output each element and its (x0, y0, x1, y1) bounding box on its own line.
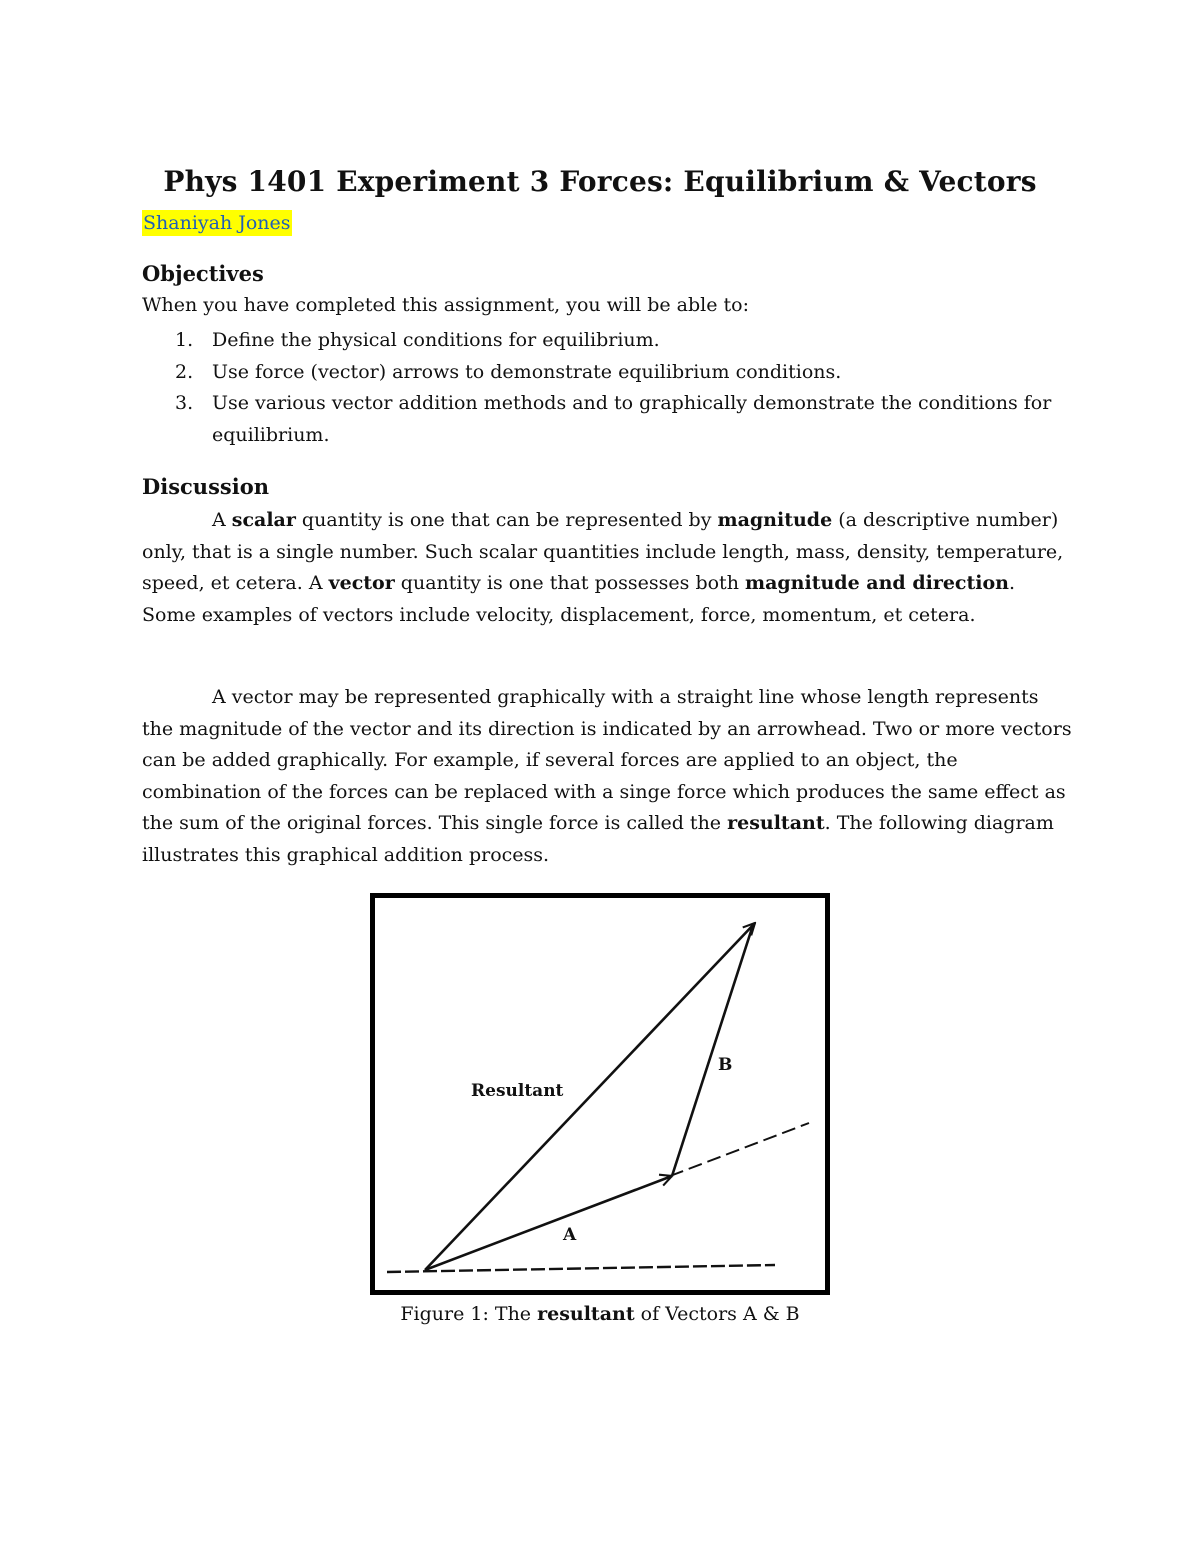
text-run: quantity is one that can be represented by (295, 509, 718, 531)
objectives-intro: When you have completed this assignment, you will be able to: (142, 294, 749, 316)
caption-bold-term: resultant (537, 1303, 635, 1325)
bold-term-magnitude: magnitude (717, 509, 833, 531)
text-run: (a descriptive number) only, that is a single number. Such scalar quantities include length, mass, density, temperature, speed, et cetera. A (142, 509, 1064, 595)
discussion-paragraph-graphical (142, 682, 1072, 872)
objectives-list (142, 325, 1062, 451)
list-item-number: 3. (175, 392, 194, 414)
bold-term-scalar: scalar (231, 509, 296, 531)
text-run: quantity is one that possesses both (394, 572, 745, 595)
vector-a-arrow (425, 1176, 672, 1270)
list-item-number: 1. (175, 329, 194, 351)
vector-b-label: B (718, 1055, 733, 1075)
resultant-label: Resultant (471, 1081, 564, 1101)
vector-diagram (375, 898, 825, 1290)
vector-a-label: A (563, 1225, 577, 1245)
bold-term-resultant: resultant (727, 812, 825, 835)
list-item-text: Use various vector addition methods and to graphically demonstrate the conditions for equilibrium. (212, 392, 1052, 446)
list-item (142, 325, 1062, 357)
list-item (142, 357, 1062, 389)
vector-b-arrow (672, 925, 753, 1176)
author-name: Shaniyah Jones (143, 212, 291, 234)
list-item-text: Define the physical conditions for equilibrium. (212, 329, 660, 351)
text-run: A vector may be represented graphically with a straight line whose length represents the magnitude of the vector and its direction is indicated by an arrowhead. Two or more vectors can be added graphically. For example, if several forces are applied to an object, the combination of the forces can be replaced with a singe force which produces the same effect as the sum of the original forces. This single force is called the (142, 686, 1072, 835)
text-run: . Some examples of vectors include velocity, displacement, force, momentum, et cetera. (142, 572, 1016, 626)
caption-prefix: Figure 1: The (400, 1303, 538, 1325)
discussion-paragraph-scalar-vector (142, 505, 1072, 631)
list-item-number: 2. (175, 360, 194, 383)
vector-diagram-figure (370, 893, 830, 1295)
text-run: A (212, 509, 232, 531)
vector-a-extension-dashed-line (670, 1123, 809, 1176)
text-run: . The following diagram illustrates this graphical addition process. (142, 812, 1054, 866)
caption-suffix: of Vectors A & B (634, 1303, 800, 1325)
objectives-heading: Objectives (142, 261, 264, 286)
baseline-dashed-line (387, 1265, 775, 1272)
figure-caption (0, 1303, 1200, 1325)
bold-term-magnitude-direction: magnitude and direction (744, 572, 1009, 595)
discussion-heading: Discussion (142, 474, 269, 499)
document-title: Phys 1401 Experiment 3 Forces: Equilibrium & Vectors (163, 165, 1037, 198)
list-item (142, 388, 1062, 451)
bold-term-vector: vector (328, 572, 395, 595)
list-item-text: Use force (vector) arrows to demonstrate equilibrium conditions. (212, 360, 842, 383)
